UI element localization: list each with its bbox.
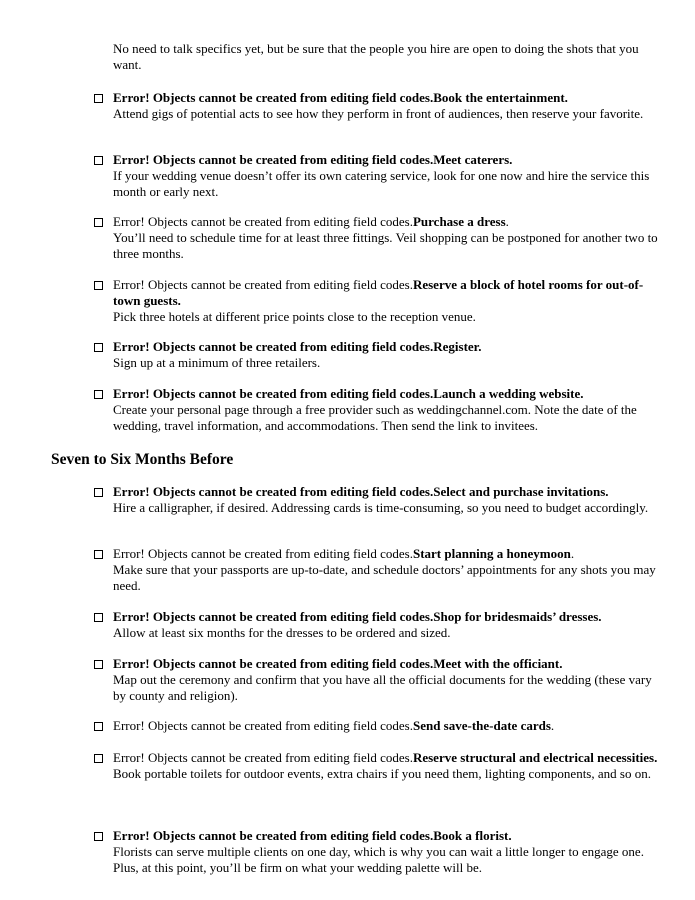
checklist-item-text	[113, 386, 658, 434]
checklist-item-description: Book portable toilets for outdoor events, extra chairs if you need them, lighting components, and so on.	[113, 766, 651, 781]
checklist-item-text	[113, 750, 658, 782]
checklist-item-text	[113, 484, 658, 516]
checkbox-icon[interactable]	[94, 660, 103, 669]
checklist-item-heading	[113, 90, 658, 106]
checklist-item-heading	[113, 484, 658, 500]
checklist-item-title: Book a florist.	[433, 828, 512, 843]
checklist-item-heading	[113, 718, 658, 734]
checklist-item-description: Map out the ceremony and confirm that you have all the official documents for the wedding (these vary by county and religion).	[113, 672, 652, 703]
checklist-item-heading	[113, 609, 658, 625]
checklist-item-heading	[113, 339, 658, 355]
checkbox-icon[interactable]	[94, 832, 103, 841]
field-code-error: Error! Objects cannot be created from editing field codes.	[113, 386, 434, 401]
checklist-item-heading	[113, 277, 658, 309]
checklist-item-description: Create your personal page through a free provider such as weddingchannel.com. Note the date of the wedding, travel information, and accommodations. Then send the link to invitees.	[113, 402, 637, 433]
checklist-item-text	[113, 828, 658, 876]
checklist-item-text	[113, 214, 658, 262]
checklist-item-trail: .	[505, 214, 509, 229]
checklist-item-heading	[113, 546, 658, 562]
checklist-item-heading	[113, 386, 658, 402]
checklist-item-trail: .	[550, 718, 555, 733]
checklist-item-description: You’ll need to schedule time for at least three fittings. Veil shopping can be postponed for another two to three months.	[113, 230, 658, 261]
checklist-item-title: Send save-the-date cards	[412, 718, 551, 733]
checklist-item-heading	[113, 828, 658, 844]
checklist-item-title: Select and purchase invitations.	[433, 484, 609, 499]
checklist-item-text	[113, 718, 658, 734]
checkbox-icon[interactable]	[94, 218, 103, 227]
checklist-item-description: If your wedding venue doesn’t offer its own catering service, look for one now and hire the service this month or early next.	[113, 168, 650, 199]
field-code-error: Error! Objects cannot be created from editing field codes.	[113, 609, 434, 624]
field-code-error: Error! Objects cannot be created from editing field codes.	[113, 656, 434, 671]
checklist-item-title: Launch a wedding website.	[433, 386, 584, 401]
checklist-item-title: Shop for bridesmaids’ dresses.	[433, 609, 602, 624]
checklist-item-description: Sign up at a minimum of three retailers.	[113, 355, 321, 370]
checklist-item-title: Register.	[433, 339, 482, 354]
checklist-item-description: Attend gigs of potential acts to see how they perform in front of audiences, then reserve your favorite.	[113, 106, 644, 121]
checklist-item-description: Hire a calligrapher, if desired. Addressing cards is time-consuming, so you need to budget accordingly.	[113, 500, 649, 515]
checklist-item-text	[113, 656, 658, 704]
checklist-item-text	[113, 152, 658, 200]
field-code-error: Error! Objects cannot be created from editing field codes.	[113, 546, 413, 561]
checkbox-icon[interactable]	[94, 550, 103, 559]
checkbox-icon[interactable]	[94, 281, 103, 290]
checklist-item-description: Make sure that your passports are up-to-date, and schedule doctors’ appointments for any shots you may need.	[113, 562, 656, 593]
checklist-item-heading	[113, 750, 658, 766]
checkbox-icon[interactable]	[94, 613, 103, 622]
checkbox-icon[interactable]	[94, 722, 103, 731]
checkbox-icon[interactable]	[94, 754, 103, 763]
checkbox-icon[interactable]	[94, 94, 103, 103]
checkbox-icon[interactable]	[94, 488, 103, 497]
intro-paragraph: No need to talk specifics yet, but be sure that the people you hire are open to doing the shots that you want.	[113, 41, 639, 72]
checklist-item-title: Meet with the officiant.	[433, 656, 563, 671]
checklist-item-heading	[113, 152, 658, 168]
checkbox-icon[interactable]	[94, 156, 103, 165]
field-code-error: Error! Objects cannot be created from editing field codes.	[113, 152, 434, 167]
checklist-item-text	[113, 277, 658, 325]
checklist-item-text	[113, 90, 658, 122]
field-code-error: Error! Objects cannot be created from editing field codes.	[113, 214, 413, 229]
field-code-error: Error! Objects cannot be created from editing field codes.	[113, 718, 413, 733]
checklist-item-title: Start planning a honeymoon	[412, 546, 571, 561]
checklist-item-trail: .	[570, 546, 575, 561]
checklist-item-title: Meet caterers.	[433, 152, 513, 167]
checklist-item-heading	[113, 656, 658, 672]
field-code-error: Error! Objects cannot be created from editing field codes.	[113, 750, 413, 765]
checklist-item-title: Purchase a dress	[412, 214, 506, 229]
checklist-item-title: Reserve structural and electrical necessities.	[412, 750, 658, 765]
checkbox-icon[interactable]	[94, 343, 103, 352]
field-code-error: Error! Objects cannot be created from editing field codes.	[113, 277, 413, 292]
checklist-item-text	[113, 546, 658, 594]
checklist-item-title: Book the entertainment.	[433, 90, 568, 105]
field-code-error: Error! Objects cannot be created from editing field codes.	[113, 339, 434, 354]
checklist-item-text	[113, 609, 658, 641]
checklist-item-description: Allow at least six months for the dresses to be ordered and sized.	[113, 625, 451, 640]
checklist-item-text	[113, 339, 658, 371]
field-code-error: Error! Objects cannot be created from editing field codes.	[113, 484, 434, 499]
field-code-error: Error! Objects cannot be created from editing field codes.	[113, 828, 434, 843]
section-heading: Seven to Six Months Before	[51, 451, 234, 468]
checklist-item-description: Pick three hotels at different price points close to the reception venue.	[113, 309, 476, 324]
checklist-item-heading	[113, 214, 658, 230]
checkbox-icon[interactable]	[94, 390, 103, 399]
checklist-item-title: Reserve a block of hotel rooms for out-of-town guests.	[113, 277, 644, 308]
field-code-error: Error! Objects cannot be created from editing field codes.	[113, 90, 434, 105]
checklist-item-description: Florists can serve multiple clients on one day, which is why you can wait a little longer to engage one. Plus, at this point, you’ll be firm on what your wedding palette will be.	[113, 844, 644, 875]
